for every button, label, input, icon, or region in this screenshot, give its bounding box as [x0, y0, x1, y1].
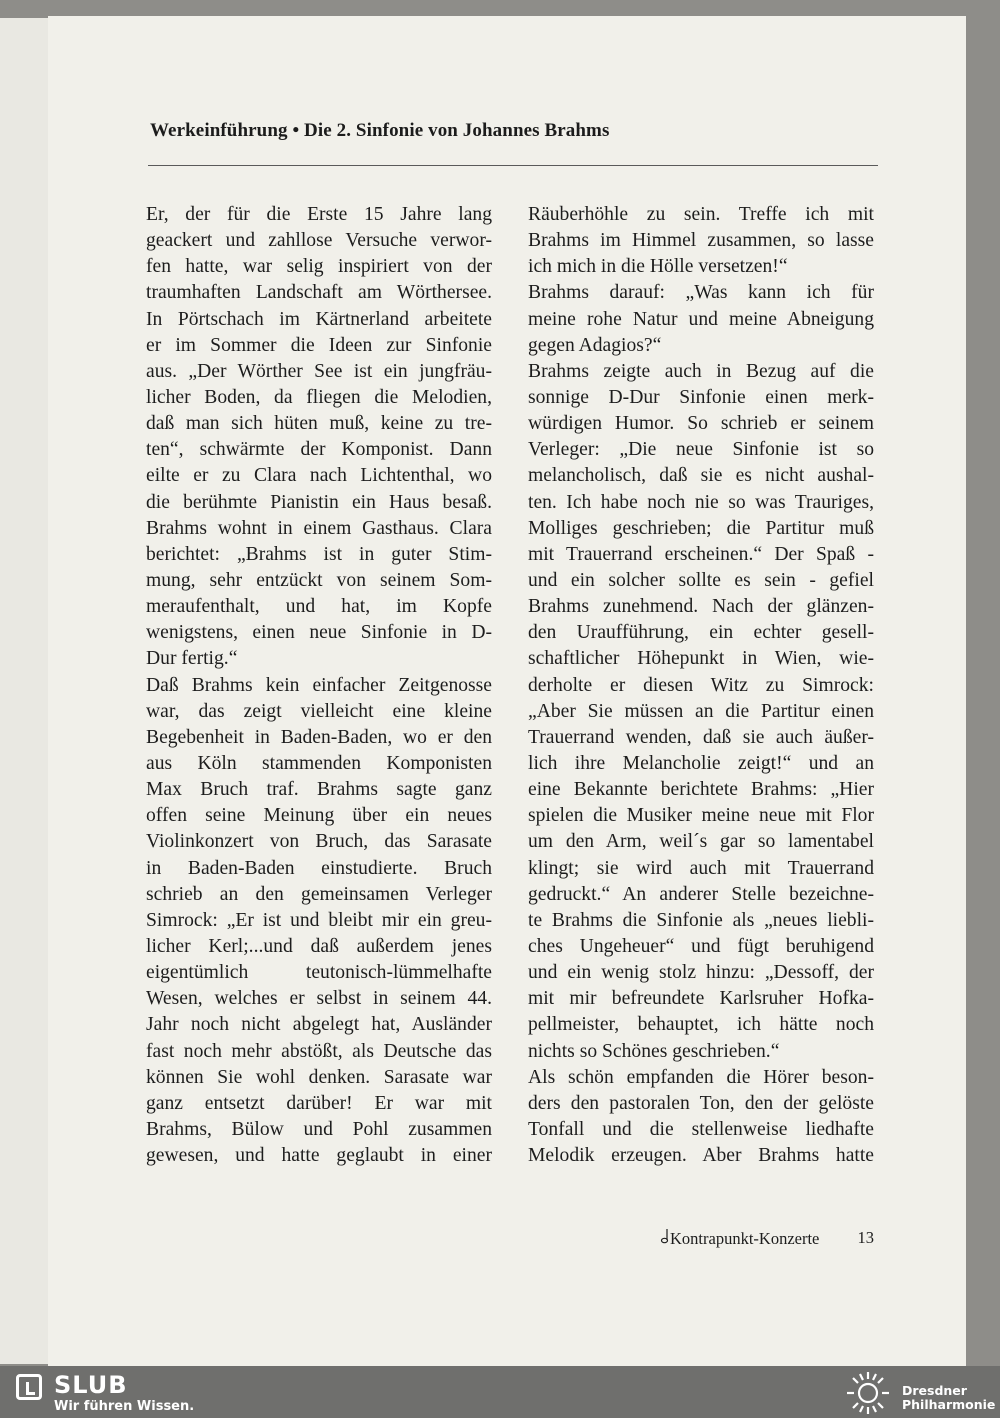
- text-line: und ein wenig stolz hinzu: „Dessoff, der: [528, 962, 874, 984]
- text-line: gewesen, und hatte geglaubt in einer: [146, 1145, 492, 1167]
- text-line: Brahms zeigte auch in Bezug auf die: [528, 360, 874, 382]
- text-line: ders den pastoralen Ton, den der gelöste: [528, 1092, 874, 1114]
- text-line: die berühmte Pianistin ein Haus besaß.: [146, 491, 492, 513]
- text-line: Melodik erzeugen. Aber Brahms hatte: [528, 1145, 874, 1167]
- text-line: Brahms darauf: „Was kann ich für: [528, 282, 874, 304]
- page-footer: [660, 1228, 874, 1249]
- text-line: ganz entsetzt darüber! Er war mit: [146, 1092, 492, 1114]
- text-line: derholte er diesen Witz zu Simrock:: [528, 674, 874, 696]
- text-line: Räuberhöhle zu sein. Treffe ich mit: [528, 204, 874, 225]
- text-line: fen hatte, war selig inspiriert von der: [146, 256, 492, 278]
- text-column-left: [146, 202, 492, 1169]
- text-line: mit Trauerrand erscheinen.“ Der Spaß -: [528, 543, 874, 565]
- text-line: licher Boden, da fliegen die Melodien,: [146, 386, 492, 408]
- slub-logo-text[interactable]: SLUB: [54, 1371, 128, 1399]
- text-line: eilte er zu Clara nach Lichtenthal, wo: [146, 465, 492, 487]
- text-line: aus. „Der Wörther See ist ein jungfräu-: [146, 360, 492, 382]
- text-line: ches Ungeheuer“ und fügt beruhigend: [528, 935, 874, 957]
- text-line: Simrock: „Er ist und bleibt mir ein greu-: [146, 909, 492, 931]
- text-line: melancholisch, daß sie es nicht aushal-: [528, 465, 874, 487]
- text-line: meine rohe Natur und meine Abneigung: [528, 308, 874, 330]
- slub-logo-icon[interactable]: [16, 1374, 42, 1400]
- text-line: Max Bruch traf. Brahms sagte ganz: [146, 779, 492, 801]
- text-line: eine Bekannte berichtete Brahms: „Hier: [528, 779, 874, 801]
- text-line: meraufenthalt, und hat, im Kopfe: [146, 596, 492, 618]
- text-line: Molliges geschrieben; die Partitur muß: [528, 517, 874, 539]
- header-rule: [148, 165, 878, 166]
- footer-series-title: Kontrapunkt-Konzerte: [670, 1229, 820, 1248]
- text-line: fast noch mehr abstößt, als Deutsche das: [146, 1040, 492, 1062]
- text-line: pellmeister, behauptet, ich hätte noch: [528, 1014, 874, 1036]
- text-line: daß man sich hüten muß, keine zu tre-: [146, 413, 492, 435]
- text-line: würdigen Humor. So schrieb er seinem: [528, 413, 874, 435]
- text-line: te Brahms die Sinfonie als „neues liebli-: [528, 909, 874, 931]
- slub-tagline: Wir führen Wissen.: [54, 1399, 195, 1414]
- page-number: 13: [857, 1228, 874, 1247]
- text-line: nichts so Schönes geschrieben.“: [528, 1040, 780, 1062]
- page-header: Werkeinführung • Die 2. Sinfonie von Johannes Brahms: [150, 120, 610, 141]
- text-line: sonnige D-Dur Sinfonie einen merk-: [528, 386, 874, 408]
- text-column-right: [528, 202, 874, 1169]
- text-line: Begebenheit in Baden-Baden, wo er den: [146, 726, 492, 748]
- text-line: war, das zeigt vielleicht eine kleine: [146, 700, 492, 722]
- text-line: licher Kerl;...und daß außerdem jenes: [146, 935, 492, 957]
- text-line: gegen Adagios?“: [528, 334, 662, 356]
- music-note-icon: [660, 1228, 670, 1249]
- text-line: mit mir befreundete Karlsruher Hofka-: [528, 988, 874, 1010]
- text-line: Als schön empfanden die Hörer beson-: [528, 1066, 874, 1088]
- text-line: eigentümlich teutonisch-lümmelhafte: [146, 962, 492, 984]
- text-line: lich ihre Melancholie zeigt!“ und an: [528, 752, 874, 774]
- dresdner-philharmonie-logo-icon[interactable]: [842, 1370, 894, 1416]
- text-line: um den Arm, weil´s gar so lamentabel: [528, 831, 874, 853]
- text-line: schrieb an den gemeinsamen Verleger: [146, 883, 492, 905]
- text-line: und ein solcher sollte es sein - gefiel: [528, 569, 874, 591]
- text-line: klingt; sie wird auch mit Trauerrand: [528, 857, 874, 879]
- text-line: traumhaften Landschaft am Wörthersee.: [146, 282, 492, 304]
- partner-name[interactable]: Dresdner Philharmonie: [902, 1383, 996, 1412]
- text-line: Brahms im Himmel zusammen, so lasse: [528, 230, 874, 252]
- text-line: Wesen, welches er selbst in seinem 44.: [146, 988, 492, 1010]
- text-line: Tonfall und die stellenweise liedhafte: [528, 1118, 874, 1140]
- text-line: können Sie wohl denken. Sarasate war: [146, 1066, 492, 1088]
- text-line: er im Sommer die Ideen zur Sinfonie: [146, 334, 492, 356]
- text-line: Brahms zunehmend. Nach der glänzen-: [528, 596, 874, 618]
- text-line: den Uraufführung, ein echter gesell-: [528, 622, 874, 644]
- text-line: ten“, schwärmte der Komponist. Dann: [146, 439, 492, 461]
- text-line: offen seine Meinung über ein neues: [146, 805, 492, 827]
- text-line: Trauerrand wenden, daß sie auch äußer-: [528, 726, 874, 748]
- text-line: mung, sehr entzückt von seinem Som-: [146, 569, 492, 591]
- text-line: Jahr noch nicht abgelegt hat, Ausländer: [146, 1014, 492, 1036]
- text-line: Verleger: „Die neue Sinfonie ist so: [528, 439, 874, 461]
- text-line: In Pörtschach im Kärtnerland arbeitete: [146, 308, 492, 330]
- text-line: schaftlicher Höhepunkt in Wien, wie-: [528, 648, 874, 670]
- text-line: berichtet: „Brahms ist in guter Stim-: [146, 543, 492, 565]
- text-line: aus Köln stammenden Komponisten: [146, 752, 492, 774]
- text-line: Daß Brahms kein einfacher Zeitgenosse: [146, 674, 492, 696]
- text-line: ich mich in die Hölle versetzen!“: [528, 256, 788, 278]
- text-line: Er, der für die Erste 15 Jahre lang: [146, 204, 492, 225]
- text-line: Violinkonzert von Bruch, das Sarasate: [146, 831, 492, 853]
- text-line: Brahms, Bülow und Pohl zusammen: [146, 1118, 492, 1140]
- text-line: gedruckt.“ An anderer Stelle bezeichne-: [528, 883, 874, 905]
- text-line: Brahms wohnt in einem Gasthaus. Clara: [146, 517, 492, 539]
- text-line: in Baden-Baden einstudierte. Bruch: [146, 857, 492, 879]
- text-line: „Aber Sie müssen an die Partitur einen: [528, 700, 874, 722]
- previous-page-edge: [0, 18, 49, 1364]
- text-line: wenigstens, einen neue Sinfonie in D-: [146, 622, 492, 644]
- text-line: ten. Ich habe noch nie so was Trauriges,: [528, 491, 874, 513]
- text-line: Dur fertig.“: [146, 648, 238, 670]
- text-line: spielen die Musiker meine neue mit Flor: [528, 805, 874, 827]
- text-line: geackert und zahllose Versuche verwor-: [146, 230, 492, 252]
